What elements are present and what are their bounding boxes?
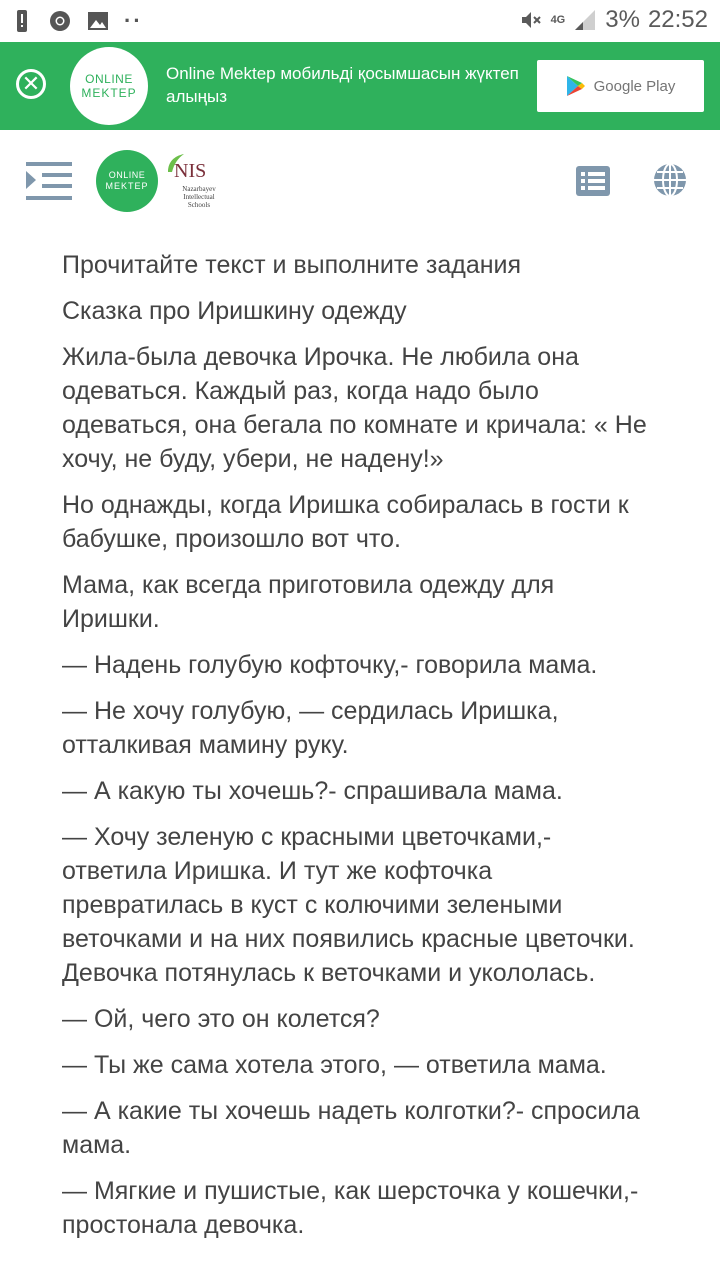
site-header bbox=[0, 130, 720, 230]
paragraph: — Ой, чего это он колется? bbox=[62, 1005, 380, 1033]
paragraph: Жила-была девочка Ирочка. Не любила она одеваться. Каждый раз, когда надо было одеваться, она бегала по комнате и кричала: « Не хочу, не буду, убери, не надену!» bbox=[62, 343, 647, 473]
network-type: 4G bbox=[550, 14, 566, 26]
paragraph: — Надень голубую кофточку,- говорила мама. bbox=[62, 651, 598, 679]
nis-logo: NIS Nazarbayev Intellectual Schools bbox=[164, 152, 224, 212]
play-store-icon bbox=[566, 75, 586, 97]
list-view-icon[interactable] bbox=[576, 166, 610, 196]
header-online-mektep-logo[interactable]: ONLINE MEKTEP bbox=[96, 150, 158, 212]
mute-icon bbox=[519, 8, 543, 32]
signal-icon bbox=[573, 8, 597, 32]
google-play-button[interactable]: Google Play bbox=[537, 60, 704, 112]
paragraph: — Ты же сама хотела этого, — ответила мама. bbox=[62, 1051, 607, 1079]
chrome-icon bbox=[48, 9, 72, 33]
alert-icon bbox=[10, 9, 34, 33]
paragraph: — Мягкие и пушистые, как шерсточка у кошечки,- простонала девочка. bbox=[62, 1177, 639, 1239]
gallery-icon bbox=[86, 9, 110, 33]
banner-promo-text: Online Mektep мобильді қосымшасын жүктеп алыңыз bbox=[166, 64, 519, 106]
more-notifications-icon: ·· bbox=[124, 8, 143, 33]
paragraph: Но однажды, когда Иришка собиралась в гости к бабушке, произошло вот что. bbox=[62, 491, 629, 553]
online-mektep-logo: ONLINE MEKTEP bbox=[70, 47, 148, 125]
paragraph: — А какие ты хочешь надеть колготки?- спросила мама. bbox=[62, 1097, 640, 1159]
clock: 22:52 bbox=[647, 6, 708, 33]
menu-toggle-icon[interactable] bbox=[26, 160, 72, 204]
app-download-banner bbox=[0, 42, 720, 130]
paragraph: Мама, как всегда приготовила одежду для Иришки. bbox=[62, 571, 555, 633]
close-banner-button[interactable]: ✕ bbox=[16, 69, 46, 99]
paragraph: — Не хочу голубую, — сердилась Иришка, отталкивая мамину руку. bbox=[62, 697, 559, 759]
language-globe-icon[interactable] bbox=[652, 162, 688, 198]
paragraph: — А какую ты хочешь?- спрашивала мама. bbox=[62, 777, 563, 805]
paragraph: — Хочу зеленую с красными цветочками,- ответила Иришка. И тут же кофточка превратилась в куст с колючими зелеными веточками и на них появились красные цветочки. Девочка потянулась к веточками и укололась. bbox=[62, 823, 635, 987]
status-bar bbox=[0, 0, 720, 42]
paragraph: Прочитайте текст и выполните задания bbox=[62, 251, 522, 279]
battery-percent: 3% bbox=[605, 6, 640, 33]
paragraph: Сказка про Иришкину одежду bbox=[62, 297, 407, 325]
article-body bbox=[62, 248, 658, 1254]
